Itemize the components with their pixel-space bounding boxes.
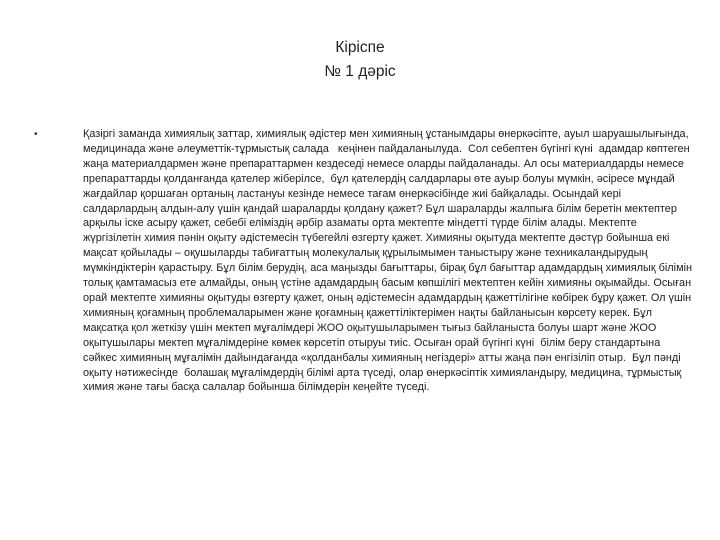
bullet-icon: • — [34, 129, 38, 140]
slide-title-block — [0, 36, 720, 84]
lecture-number: № 1 дәріс — [324, 63, 396, 80]
body-paragraph: Қазіргі заманда химиялық заттар, химиялық әдістер мен химияның ұстанымдары өнеркәсіпте, ауыл шаруашылығында, медицинада және әлеуметтік-тұрмыстық салада кеңінен пайдаланылуда. Сол себептен бүгінгі күні адамдар көптеген жаңа материалдармен және препараттармен кездеседі немесе оларды пайдаланады. Ал осы материалдарды немесе препараттарды қолданғанда қателер жіберілсе, бұл қателердің салдарлары өте ауыр болуы мүмкін, әсіресе мұндай жағдайлар қоршаған ортаның ластануы кезінде немесе тағам өнеркәсібінде жиі байқалады. Осындай кері салдарлардың алдын-алу үшін қандай шараларды қолдану қажет? Бұл шараларды жалпыға білім беретін мектептер арқылы іске асыру қажет, себебі еліміздің әрбір азаматы орта мектепте міндетті түрде білім алады. Мектепте жүргізілетін химия пәнін оқыту әдістемесін түбегейлі өзгерту қажет. Химияны оқытуда мектепте дәстүр бойынша екі мақсат қойылады – оқушыларды табиғаттың молекулалық құрылымымен таныстыру және техникаландырудың мүмкіндіктерін қарастыру. Бұл білім берудің, аса маңызды бағыттары, бірақ бұл бағыттар адамдардың химиялық білімін толық қамтамасыз ете алмайды, оның үстіне адамдардың басым көпшілігі мектептен кейін химияны оқымайды. Осыған орай мектепте химияны оқытуды өзгерту қажет, оның әдістемесін адамдардың қажеттілігіне көбірек бұру қажет. Ол үшін химияның қоғамның проблемаларымен және қоғамның қажеттіліктерімен нақты байланысын көрсету керек. Бұл мақсатқа қол жеткізу үшін мектеп мұғалімдері ЖОО оқытушыларымен тығыз байланыста болуы шарт және ЖОО оқытушылары мектеп мұғалімдеріне көмек көрсетіп отыруы тиіс. Осыған орай бүгінгі күні білім беру стандартына сәйкес химияның мұғалімін дайындағанда «қолданбалы химияның негіздері» атты жаңа пән енгізіліп отыр. Бұл пәнді оқыту нәтижесінде болашақ мұғалімдердің білімі арта түседі, олар өнеркәсіптік химияландыру, медицина, тұрмыстық химия және тағы басқа салалар бойынша білімдерін кеңейте түседі. — [83, 128, 696, 394]
slide-title: Кіріспе — [335, 39, 385, 56]
